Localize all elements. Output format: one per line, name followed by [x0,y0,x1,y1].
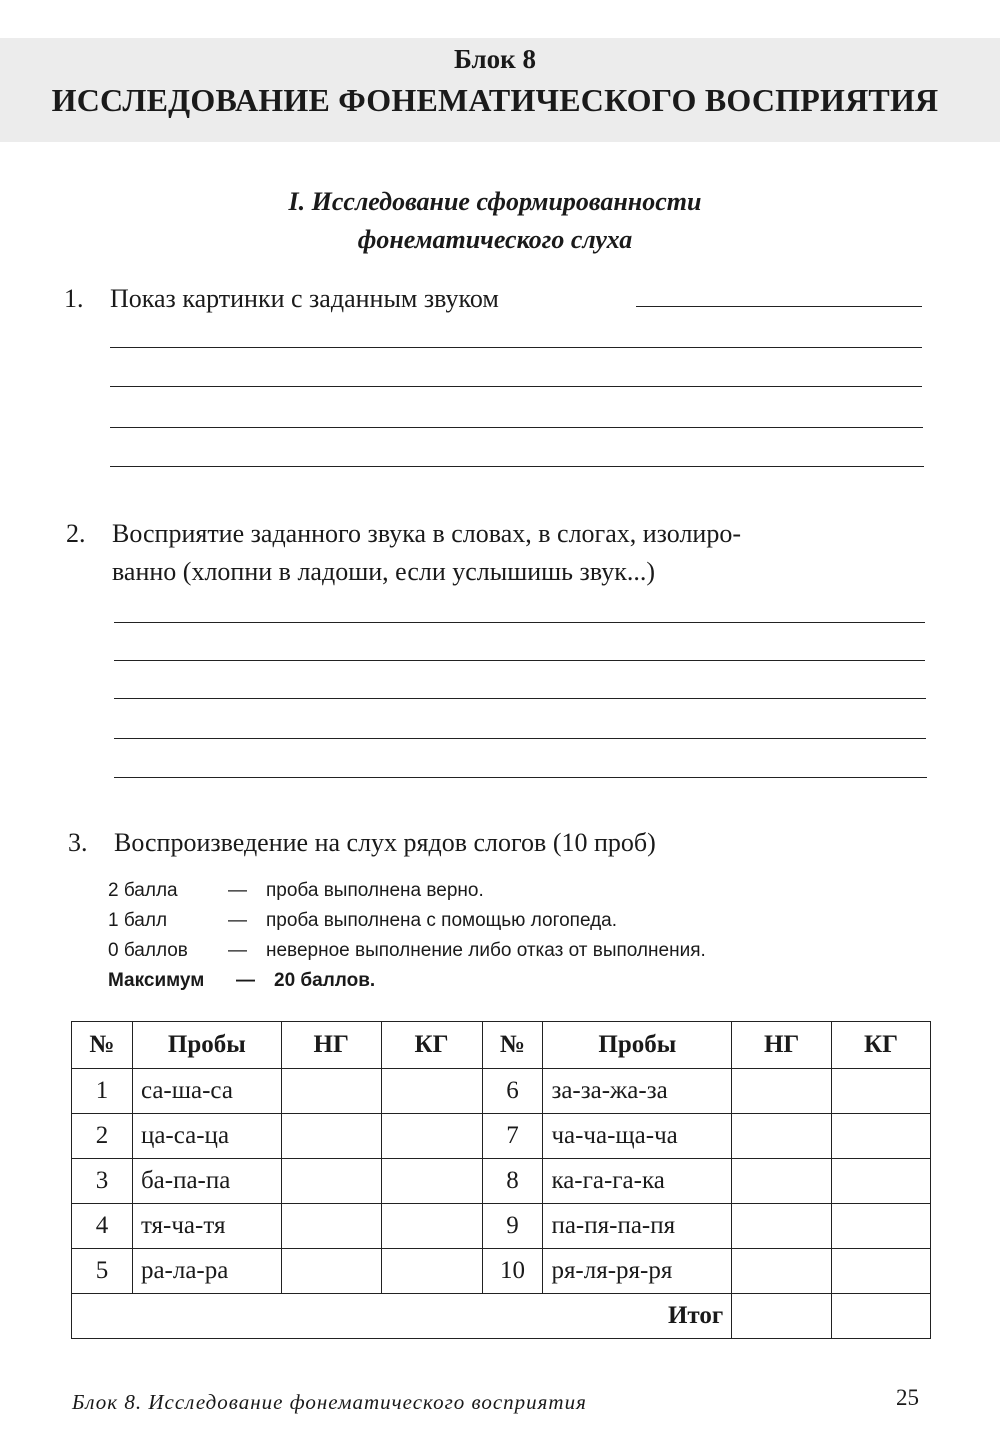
table-header-row [72,1022,931,1069]
trial-number: 8 [482,1159,543,1204]
answer-line[interactable] [110,466,924,467]
table-row [72,1249,931,1294]
score-cell-ng[interactable] [732,1249,832,1294]
score-cell-ng[interactable] [281,1204,381,1249]
section-title-line2: фонематического слуха [357,225,633,254]
score-cell-ng[interactable] [281,1249,381,1294]
column-header: НГ [281,1022,381,1069]
task-text: Воспроизведение на слух рядов слогов (10 проб) [114,828,656,857]
trial-syllables: ря-ля-ря-ря [543,1249,732,1294]
answer-line[interactable] [110,427,923,428]
score-cell-kg[interactable] [832,1069,931,1114]
trial-number: 4 [72,1204,133,1249]
answer-line[interactable] [110,347,922,348]
trial-syllables: ра-ла-ра [132,1249,281,1294]
trial-syllables: ка-га-га-ка [543,1159,732,1204]
score-cell-kg[interactable] [381,1204,482,1249]
maximum-row: Максимум — 20 баллов. [108,970,376,991]
trial-number: 5 [72,1249,133,1294]
trial-syllables: тя-ча-тя [132,1204,281,1249]
trial-number: 3 [72,1159,133,1204]
answer-line[interactable] [110,386,922,387]
scoring-row: 1 балл — проба выполнена с помощью логопеда. [108,910,618,931]
task-number: 3. [68,828,88,857]
score-cell-ng[interactable] [281,1159,381,1204]
page-number: 25 [896,1385,919,1410]
column-header: Пробы [543,1022,732,1069]
block-label: Блок 8 [454,44,536,74]
column-header: КГ [381,1022,482,1069]
score-cell-kg[interactable] [832,1204,931,1249]
trial-syllables: ба-па-па [132,1159,281,1204]
score-cell-ng[interactable] [732,1069,832,1114]
score-cell-ng[interactable] [281,1069,381,1114]
column-header: КГ [832,1022,931,1069]
task-number: 1. [64,284,84,313]
column-header: Пробы [132,1022,281,1069]
answer-line[interactable] [636,306,922,307]
footer-title: Блок 8. Исследование фонематического восприятия [72,1390,587,1414]
table-row [72,1159,931,1204]
total-cell-kg[interactable] [832,1294,931,1339]
task-number: 2. [66,519,86,548]
task-2 [66,515,741,591]
score-cell-ng[interactable] [732,1114,832,1159]
score-cell-kg[interactable] [381,1069,482,1114]
trial-number: 2 [72,1114,133,1159]
scoring-row: 0 баллов — неверное выполнение либо отказ от выполнения. [108,940,706,961]
task-text-line2: ванно (хлопни в ладоши, если услышишь звук...) [112,557,655,586]
results-table [71,1021,931,1339]
trial-number: 9 [482,1204,543,1249]
score-cell-kg[interactable] [832,1159,931,1204]
task-1 [64,280,499,318]
answer-line[interactable] [114,777,927,778]
table-row [72,1114,931,1159]
trial-number: 7 [482,1114,543,1159]
trial-number: 10 [482,1249,543,1294]
score-cell-kg[interactable] [381,1114,482,1159]
table-row [72,1069,931,1114]
score-cell-ng[interactable] [732,1159,832,1204]
trial-syllables: па-пя-па-пя [543,1204,732,1249]
score-cell-kg[interactable] [381,1249,482,1294]
task-text-line1: Восприятие заданного звука в словах, в слогах, изолиро- [112,519,741,548]
trial-syllables: за-за-жа-за [543,1069,732,1114]
score-cell-kg[interactable] [381,1159,482,1204]
trial-syllables: са-ша-са [132,1069,281,1114]
answer-line[interactable] [114,622,925,623]
section-title [120,183,870,259]
block-title: ИССЛЕДОВАНИЕ ФОНЕМАТИЧЕСКОГО ВОСПРИЯТИЯ [51,82,939,118]
score-cell-ng[interactable] [281,1114,381,1159]
trial-syllables: ца-са-ца [132,1114,281,1159]
answer-line[interactable] [114,660,925,661]
score-cell-kg[interactable] [832,1114,931,1159]
task-3 [68,824,656,862]
column-header: № [482,1022,543,1069]
answer-line[interactable] [114,698,926,699]
answer-line[interactable] [114,738,926,739]
trial-number: 6 [482,1069,543,1114]
total-row [72,1294,931,1339]
table-row [72,1204,931,1249]
scoring-row: 2 балла — проба выполнена верно. [108,880,484,901]
scoring-legend [108,876,706,996]
task-text: Показ картинки с заданным звуком [110,284,499,313]
column-header: № [72,1022,133,1069]
total-label: Итог [72,1294,732,1339]
section-title-line1: I. Исследование сформированности [288,187,702,216]
trial-number: 1 [72,1069,133,1114]
column-header: НГ [732,1022,832,1069]
score-cell-ng[interactable] [732,1204,832,1249]
total-cell-ng[interactable] [732,1294,832,1339]
trial-syllables: ча-ча-ща-ча [543,1114,732,1159]
score-cell-kg[interactable] [832,1249,931,1294]
